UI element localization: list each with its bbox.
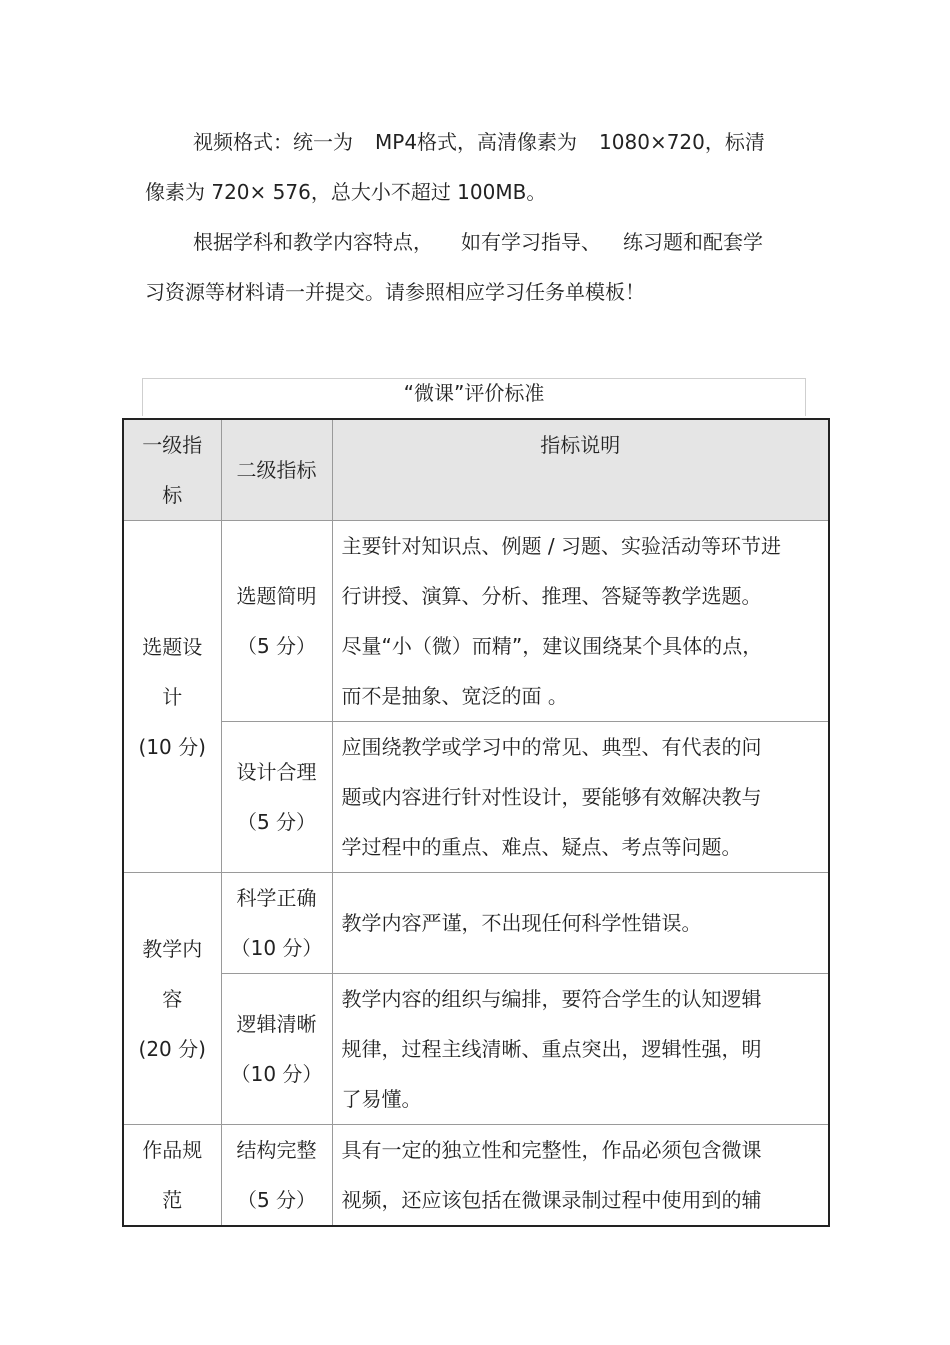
table-header-row (123, 419, 829, 521)
video-format-paragraph (145, 117, 810, 217)
criterion-desc: 主要针对知识点、例题 / 习题、实验活动等环节进 行讲授、演算、分析、推理、答疑等教学选题。 尽量“小（微）而精”，建议围绕某个具体的点， 而不是抽象、宽泛的面 。 (332, 521, 829, 722)
table-caption: “微课”评价标准 (142, 378, 806, 416)
sub-criterion: 选题简明 （5 分） (221, 521, 332, 722)
group-name-content: 教学内 容 (20 分) (123, 873, 221, 1125)
criterion-desc: 应围绕教学或学习中的常见、典型、有代表的问 题或内容进行针对性设计，要能够有效解决教与 学过程中的重点、难点、疑点、考点等问题。 (332, 722, 829, 873)
sub-criterion: 科学正确 （10 分） (221, 873, 332, 974)
group-name-topic: 选题设 计 (10 分) (123, 521, 221, 873)
header-level2: 二级指标 (221, 419, 332, 521)
table-row (123, 873, 829, 974)
criterion-desc: 教学内容严谨，不出现任何科学性错误。 (332, 873, 829, 974)
materials-line-2: 习资源等材料请一并提交。请参照相应学习任务单模板！ (145, 280, 645, 304)
evaluation-table (122, 418, 830, 1227)
group-name-standard: 作品规 范 (123, 1125, 221, 1227)
criterion-desc: 具有一定的独立性和完整性，作品必须包含微课 视频，还应该包括在微课录制过程中使用到的辅 (332, 1125, 829, 1227)
header-desc: 指标说明 (332, 419, 829, 521)
sub-criterion: 设计合理 （5 分） (221, 722, 332, 873)
video-format-line-2: 像素为 720× 576，总大小不超过 100MB。 (145, 180, 547, 204)
table-row (123, 521, 829, 722)
table-row (123, 1125, 829, 1227)
video-format-line-1: 视频格式：统一为 MP4格式，高清像素为 1080×720，标清 (193, 130, 765, 154)
criterion-desc: 教学内容的组织与编排，要符合学生的认知逻辑 规律，过程主线清晰、重点突出，逻辑性强，明 了易懂。 (332, 974, 829, 1125)
sub-criterion: 逻辑清晰 （10 分） (221, 974, 332, 1125)
table-row (123, 722, 829, 873)
sub-criterion: 结构完整 （5 分） (221, 1125, 332, 1227)
header-level1: 一级指 标 (123, 419, 221, 521)
materials-line-1: 根据学科和教学内容特点， 如有学习指导、 练习题和配套学 (193, 230, 763, 254)
table-row (123, 974, 829, 1125)
materials-paragraph (145, 217, 810, 317)
